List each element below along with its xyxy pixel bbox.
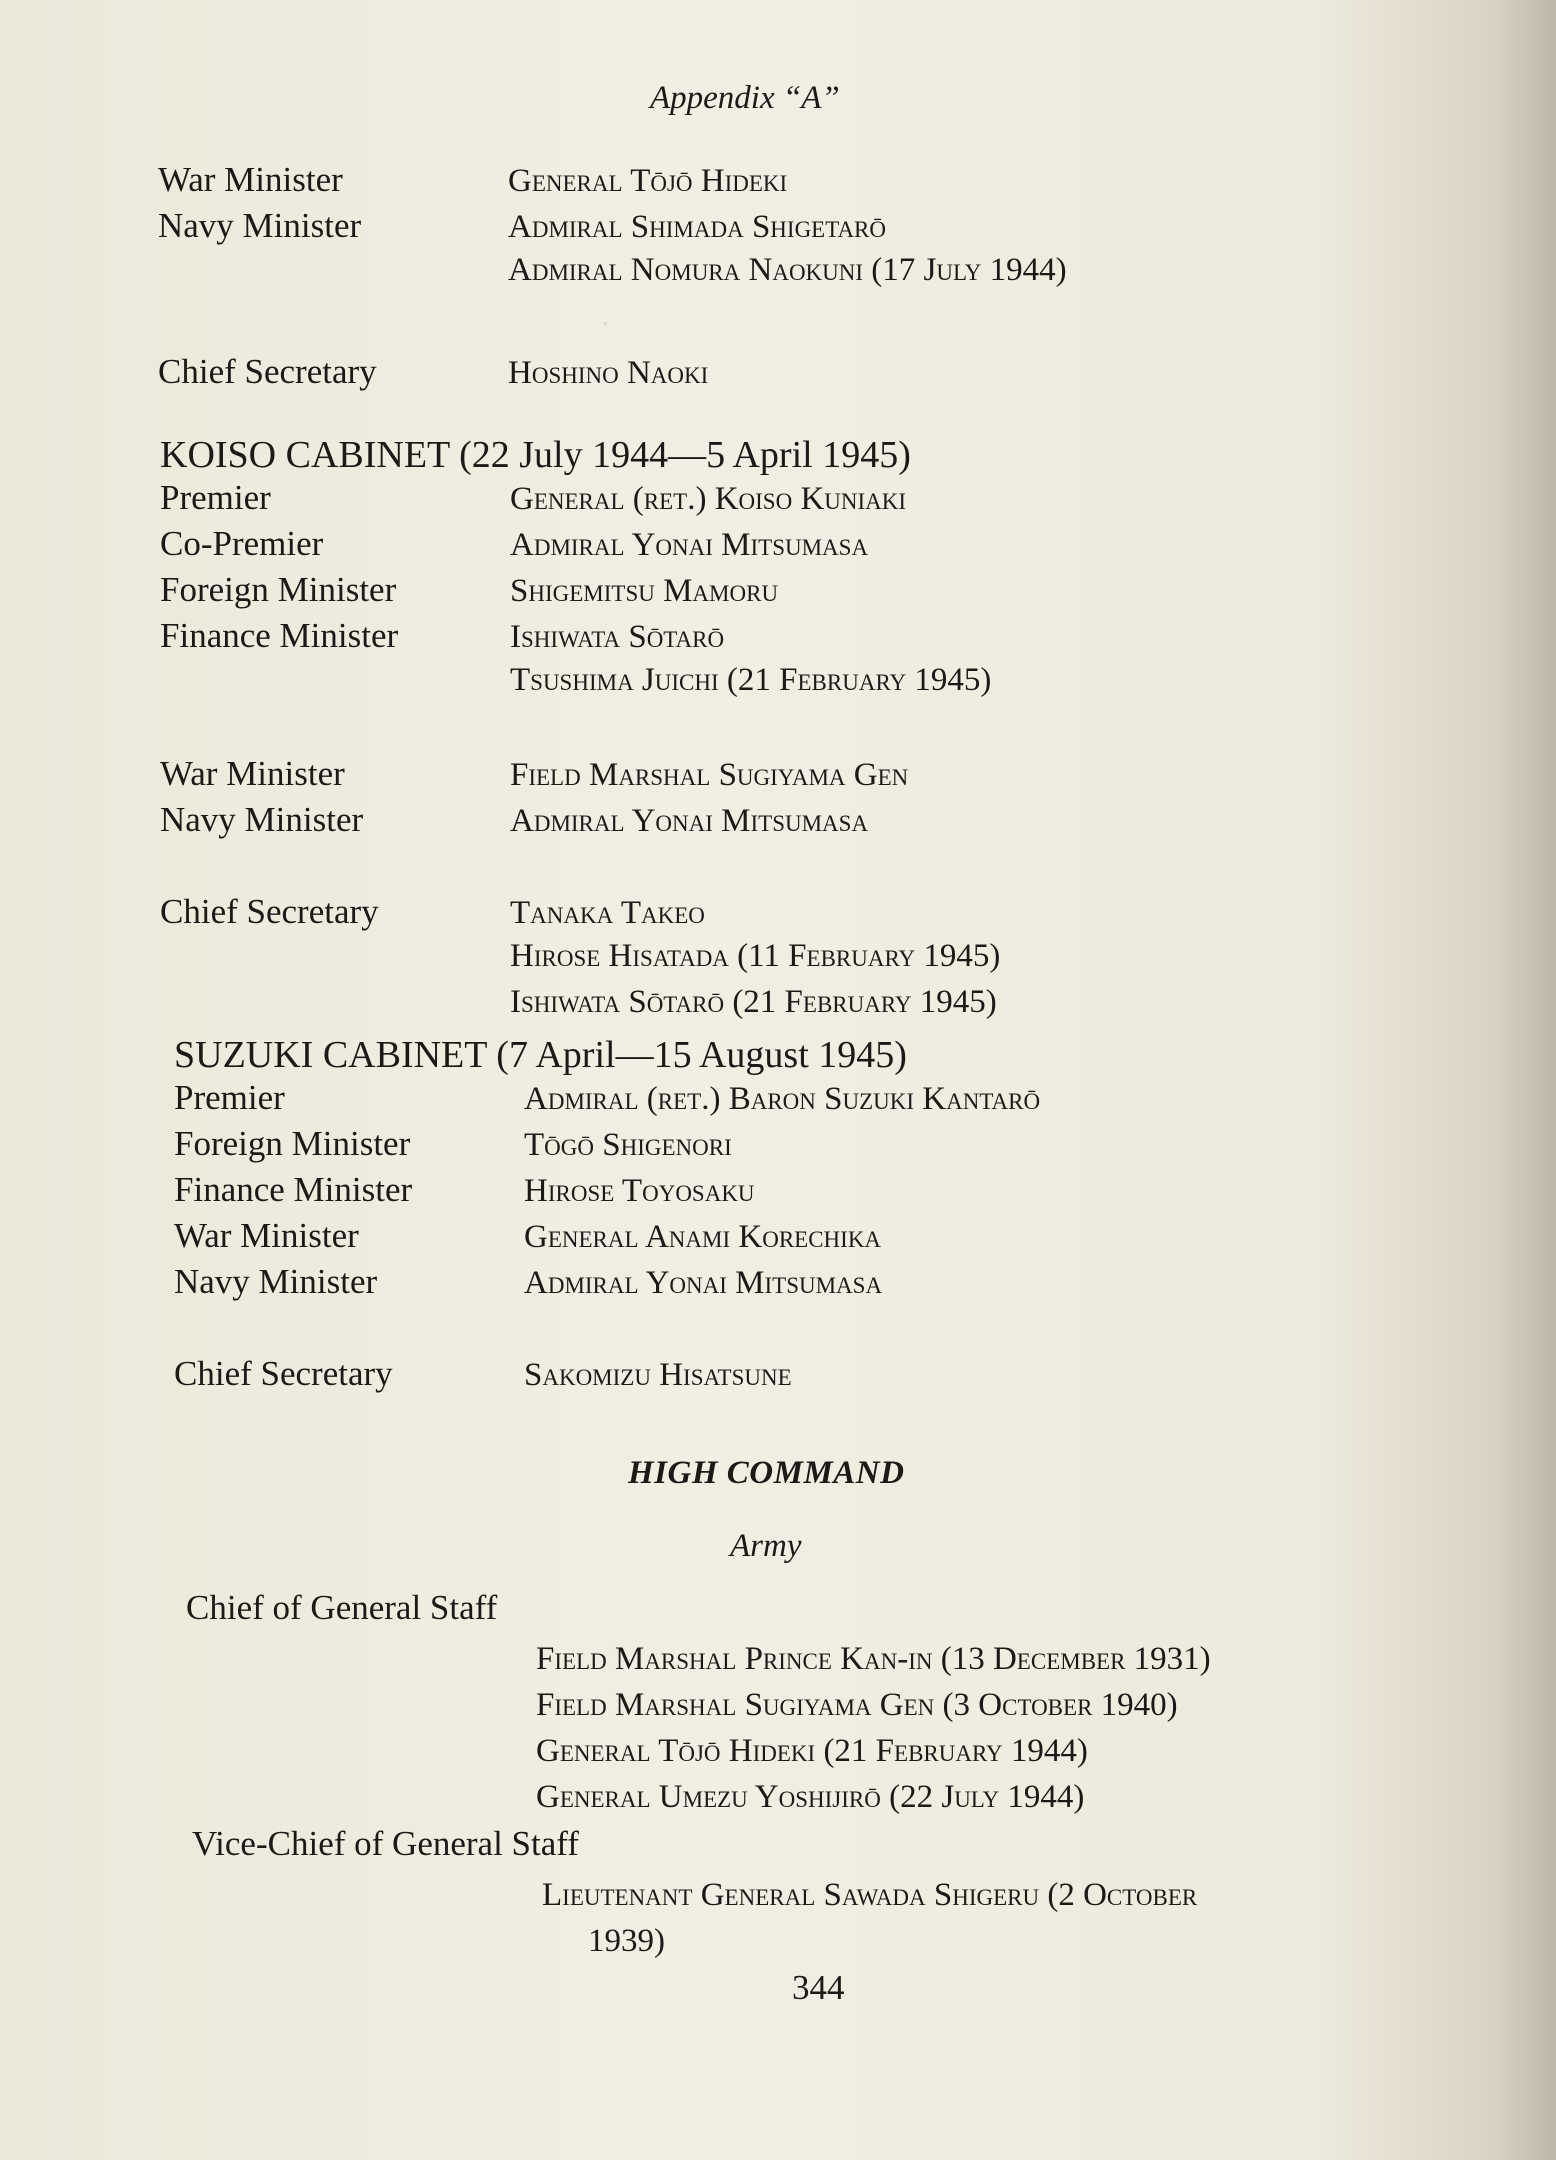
cabinet-row — [158, 206, 1067, 252]
office-holder: Ishiwata Sōtarō — [510, 619, 725, 655]
cabinet-row — [160, 800, 1000, 846]
office-label: Chief Secretary — [174, 1354, 393, 1393]
office-label: Navy Minister — [160, 800, 364, 839]
page-number: 344 — [792, 1968, 845, 2007]
cabinet-row — [174, 1354, 1040, 1400]
cabinet-row — [158, 160, 1067, 206]
office-label: Finance Minister — [174, 1170, 413, 1209]
cabinet-title: KOISO CABINET (22 July 1944—5 April 1945) — [160, 434, 911, 476]
army-subheading: Army — [730, 1528, 802, 1564]
cabinet-row — [174, 1124, 1040, 1170]
office-label: Navy Minister — [158, 206, 362, 245]
cabinet-row — [174, 1078, 1040, 1124]
cabinet-row — [174, 1170, 1040, 1216]
office-label: War Minister — [160, 754, 345, 793]
office-label: War Minister — [174, 1216, 359, 1255]
chief-entry: Field Marshal Prince Kan-in (13 December 1931) — [536, 1641, 1211, 1677]
chief-entry: General Tōjō Hideki (21 February 1944) — [536, 1733, 1088, 1769]
office-label: Premier — [174, 1078, 285, 1117]
cabinet-row — [160, 570, 1000, 616]
office-label: Chief Secretary — [158, 352, 377, 391]
cabinet-row — [160, 938, 1000, 984]
office-label: Chief Secretary — [160, 892, 379, 931]
office-holder: General (ret.) Koiso Kuniaki — [510, 481, 907, 517]
office-holder: General Anami Korechika — [524, 1219, 882, 1255]
office-label: Co-Premier — [160, 524, 324, 563]
vice-chief-label: Vice-Chief of General Staff — [192, 1824, 579, 1863]
cabinet-row — [160, 616, 1000, 662]
koiso-cabinet — [160, 432, 1000, 1030]
office-holder: Tanaka Takeo — [510, 895, 705, 931]
chief-entry: Field Marshal Sugiyama Gen (3 October 1940) — [536, 1687, 1178, 1723]
cabinet-row — [160, 892, 1000, 938]
suzuki-cabinet — [174, 1032, 1040, 1400]
cabinet-row — [174, 1216, 1040, 1262]
office-label: Foreign Minister — [160, 570, 397, 609]
show-through-text: · — [600, 305, 611, 341]
office-holder: Hirose Hisatada (11 February 1945) — [510, 938, 1001, 974]
cabinet-row — [160, 754, 1000, 800]
office-holder: Tsushima Juichi (21 February 1945) — [510, 662, 992, 698]
chief-entry: General Umezu Yoshijirō (22 July 1944) — [536, 1779, 1085, 1815]
office-holder: Ishiwata Sōtarō (21 February 1945) — [510, 984, 997, 1020]
vice-chief-entry: Lieutenant General Sawada Shigeru (2 October — [542, 1877, 1198, 1913]
office-holder: Hirose Toyosaku — [524, 1173, 755, 1209]
office-label: Premier — [160, 478, 271, 517]
office-holder: Admiral Yonai Mitsumasa — [524, 1265, 883, 1301]
office-label: Finance Minister — [160, 616, 399, 655]
chief-of-general-staff-label: Chief of General Staff — [186, 1588, 498, 1627]
cabinet-row — [160, 524, 1000, 570]
office-holder: Tōgō Shigenori — [524, 1127, 732, 1163]
appendix-heading: Appendix “A” — [650, 80, 840, 116]
office-label: Foreign Minister — [174, 1124, 411, 1163]
office-holder: Admiral Nomura Naokuni (17 July 1944) — [508, 252, 1067, 288]
cabinet-row — [158, 252, 1067, 298]
tojo-cabinet-continued — [158, 160, 1067, 398]
office-holder: Admiral Yonai Mitsumasa — [510, 803, 869, 839]
cabinet-title: SUZUKI CABINET (7 April—15 August 1945) — [174, 1034, 907, 1076]
cabinet-row — [160, 984, 1000, 1030]
office-holder: General Tōjō Hideki — [508, 163, 788, 199]
cabinet-row — [174, 1262, 1040, 1308]
office-holder: Field Marshal Sugiyama Gen — [510, 757, 909, 793]
army-command-list — [186, 1588, 1211, 1964]
vice-chief-entry-continued: 1939) — [588, 1923, 665, 1959]
high-command-heading: HIGH COMMAND — [628, 1455, 905, 1491]
office-holder: Shigemitsu Mamoru — [510, 573, 779, 609]
office-holder: Admiral (ret.) Baron Suzuki Kantarō — [524, 1081, 1041, 1117]
office-label: War Minister — [158, 160, 343, 199]
office-holder: Admiral Yonai Mitsumasa — [510, 527, 869, 563]
cabinet-row — [158, 352, 1067, 398]
office-holder: Admiral Shimada Shigetarō — [508, 209, 887, 245]
office-holder: Sakomizu Hisatsune — [524, 1357, 792, 1393]
office-holder: Hoshino Naoki — [508, 355, 709, 391]
cabinet-row — [160, 662, 1000, 708]
cabinet-row — [160, 478, 1000, 524]
office-label: Navy Minister — [174, 1262, 378, 1301]
